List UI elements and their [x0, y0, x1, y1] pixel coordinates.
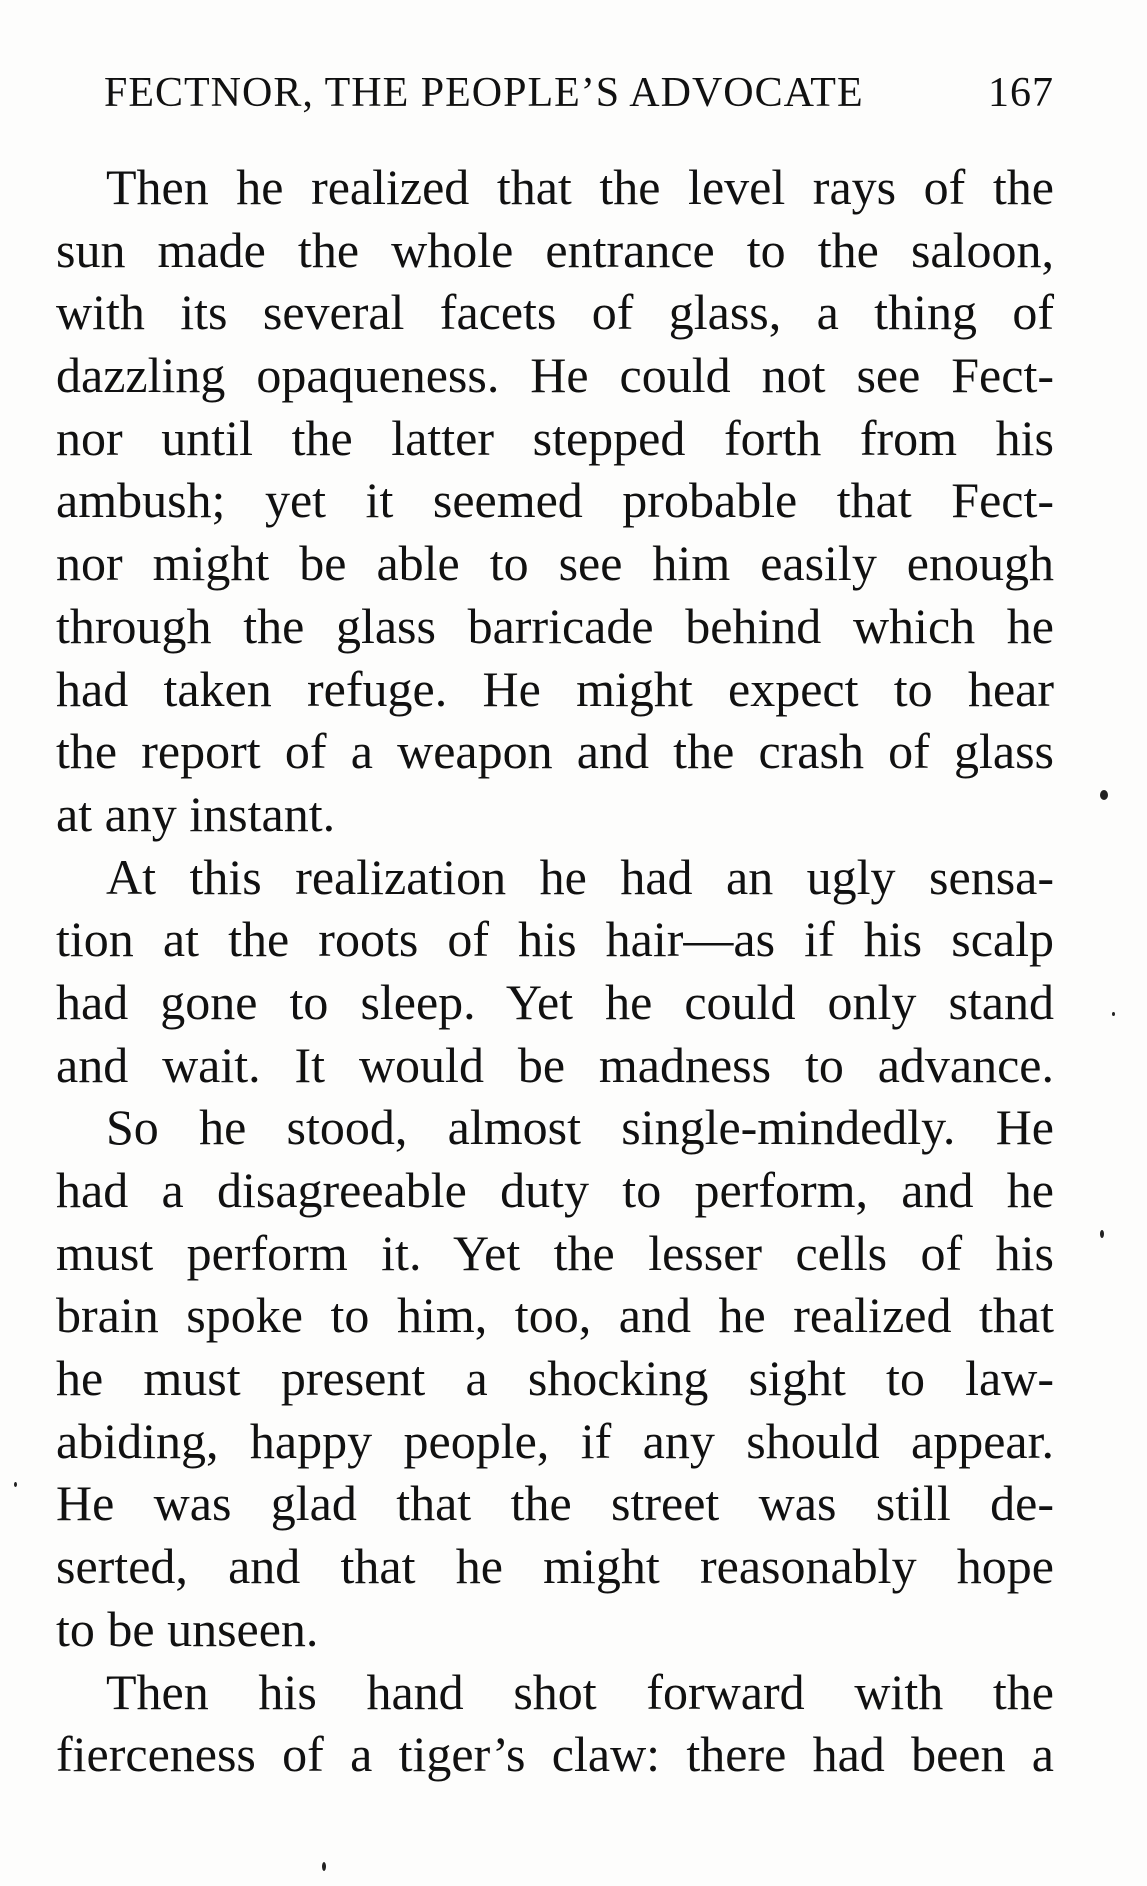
- text-line: through the glass barricade behind which he: [56, 597, 1054, 654]
- text-line: He was glad that the street was still de-: [56, 1475, 1054, 1532]
- text-line: he must present a shocking sight to law-: [56, 1350, 1054, 1407]
- text-line: Then he realized that the level rays of the: [106, 159, 1054, 215]
- scan-speck: [1112, 1012, 1115, 1016]
- text-line: and wait. It would be madness to advance.: [56, 1036, 1054, 1093]
- running-head-title: FECTNOR, THE PEOPLE’S ADVOCATE: [104, 70, 864, 116]
- text-line: At this realization he had an ugly sensa-: [106, 848, 1054, 905]
- text-line: Then his hand shot forward with the: [106, 1663, 1054, 1720]
- text-line: had taken refuge. He might expect to hear: [56, 660, 1054, 717]
- text-line: So he stood, almost single-mindedly. He: [106, 1099, 1054, 1156]
- text-line: sun made the whole entrance to the saloon,: [56, 221, 1054, 278]
- text-line: serted, and that he might reasonably hope: [56, 1538, 1054, 1595]
- text-line: tion at the roots of his hair—as if his scalp: [56, 911, 1054, 968]
- text-line: fierceness of a tiger’s claw: there had been a: [56, 1726, 1054, 1783]
- text-line: abiding, happy people, if any should appear.: [56, 1412, 1054, 1469]
- text-line: had a disagreeable duty to perform, and he: [56, 1162, 1054, 1218]
- page-number: 167: [988, 70, 1054, 116]
- scan-speck: [1100, 790, 1108, 800]
- text-line: must perform it. Yet the lesser cells of his: [56, 1224, 1054, 1281]
- text-line: nor might be able to see him easily enough: [56, 535, 1054, 592]
- running-head: [104, 68, 1054, 118]
- text-line: to be unseen.: [56, 1600, 319, 1657]
- text-line: had gone to sleep. Yet he could only stand: [56, 973, 1054, 1030]
- scan-speck: [14, 1482, 17, 1487]
- body-text: [56, 156, 1054, 1786]
- text-line: the report of a weapon and the crash of glass: [56, 723, 1054, 780]
- text-line: dazzling opaqueness. He could not see Fect-: [56, 347, 1054, 404]
- text-line: with its several facets of glass, a thing of: [56, 284, 1054, 341]
- text-line: ambush; yet it seemed probable that Fect-: [56, 472, 1054, 529]
- scan-speck: [322, 1862, 326, 1871]
- text-line: brain spoke to him, too, and he realized that: [56, 1287, 1054, 1344]
- scan-speck: [1100, 1230, 1104, 1238]
- text-line: at any instant.: [56, 785, 336, 842]
- text-line: nor until the latter stepped forth from his: [56, 409, 1054, 466]
